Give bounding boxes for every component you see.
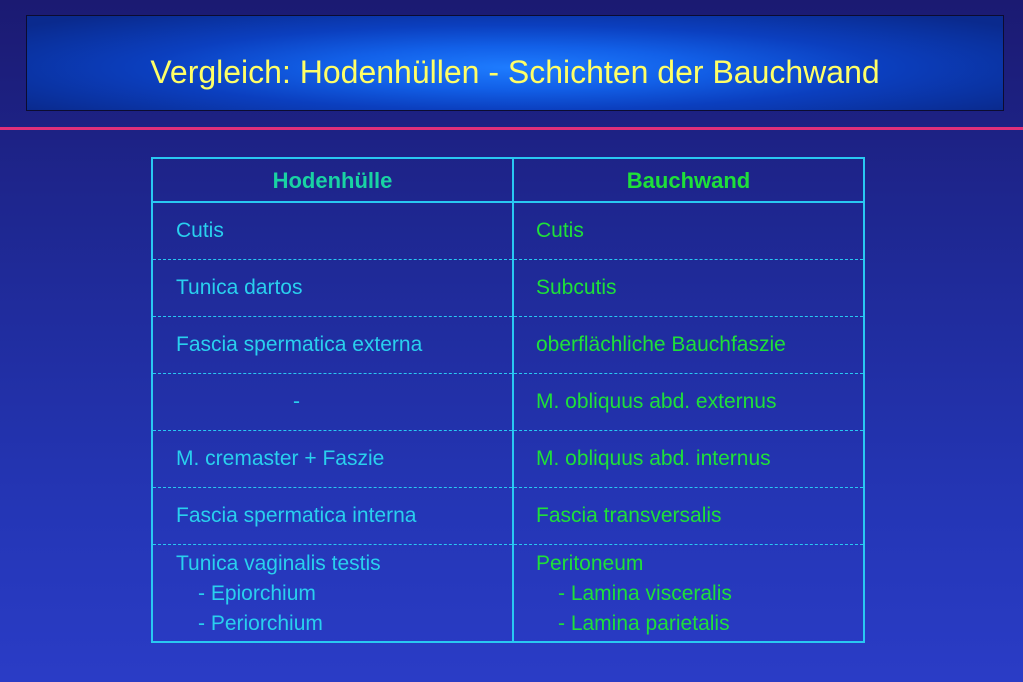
cell-hodenhuelle: Tunica dartos (176, 276, 303, 299)
cell-bauchwand: Fascia transversalis (536, 504, 722, 527)
cell-bauchwand: M. obliquus abd. externus (536, 390, 777, 413)
header-hodenhuelle: Hodenhülle (272, 168, 393, 193)
cell-bauchwand: Cutis (536, 219, 584, 242)
cell-bauchwand: oberflächliche Bauchfaszie (536, 333, 786, 356)
cell-hodenhuelle: Fascia spermatica externa (176, 333, 423, 356)
column-divider (512, 159, 514, 641)
cell-hodenhuelle: Fascia spermatica interna (176, 504, 417, 527)
cell-sub-item: - Lamina visceralis (558, 582, 732, 605)
cell-sub-item: - Lamina parietalis (558, 612, 730, 635)
row-separator (153, 316, 863, 317)
cell-hodenhuelle: Cutis (176, 219, 224, 242)
row-separator (153, 259, 863, 260)
cell-main-text: Peritoneum (536, 552, 644, 575)
cell-hodenhuelle: - (293, 390, 300, 413)
cell-sub-item: - Epiorchium (198, 582, 316, 605)
comparison-table (151, 157, 865, 643)
row-separator (153, 373, 863, 374)
header-separator (153, 201, 863, 203)
cell-bauchwand: M. obliquus abd. internus (536, 447, 771, 470)
cell-sub-item: - Periorchium (198, 612, 323, 635)
cell-bauchwand-multiline (536, 549, 732, 639)
row-separator (153, 487, 863, 488)
cell-hodenhuelle-multiline (176, 549, 381, 639)
title-divider (0, 127, 1023, 130)
header-bauchwand: Bauchwand (626, 168, 751, 193)
cell-hodenhuelle: M. cremaster + Faszie (176, 447, 385, 470)
row-separator (153, 544, 863, 545)
row-separator (153, 430, 863, 431)
slide-title: Vergleich: Hodenhüllen - Schichten der Bauchwand (150, 54, 880, 90)
title-bar (26, 15, 1004, 111)
cell-main-text: Tunica vaginalis testis (176, 552, 381, 575)
cell-bauchwand: Subcutis (536, 276, 617, 299)
